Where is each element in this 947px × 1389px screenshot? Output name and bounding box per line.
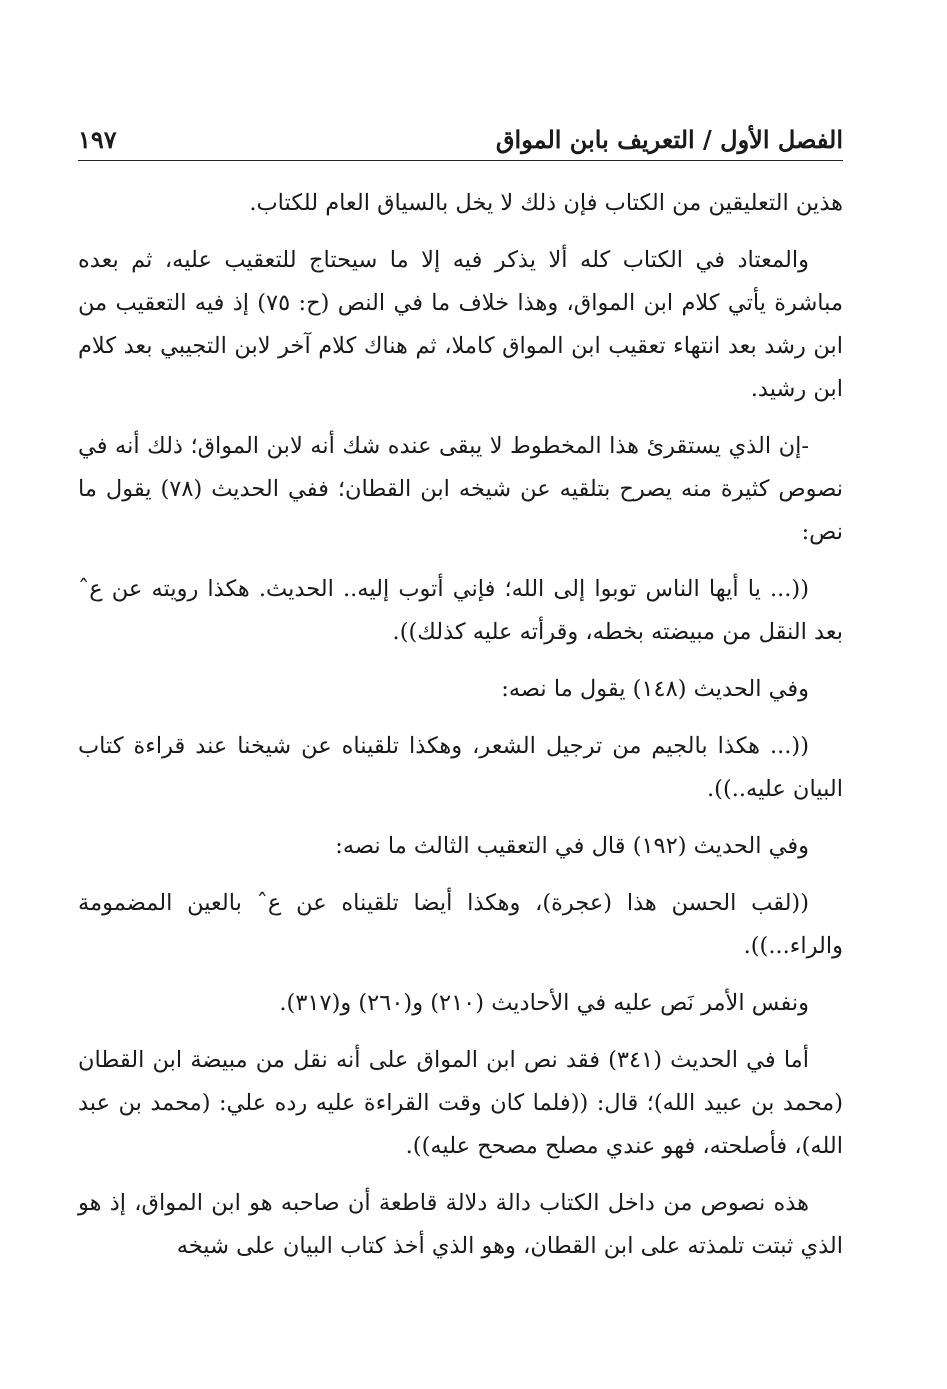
chapter-title: الفصل الأول / التعريف بابن المواق [495, 125, 843, 154]
body-text [78, 182, 843, 1282]
quote-hadith-148: ((... هكذا بالجيم من ترجيل الشعر، وهكذا تلقيناه عن شيخنا عند قراءة كتاب البيان عليه..)). [78, 733, 843, 802]
paragraph-hadith-341: أما في الحديث (٣٤١) فقد نص ابن المواق على أنه نقل من مبيضة ابن القطان (محمد بن عبيد الله)؛ قال: ((فلما كان وقت القراءة عليه رده علي: (محمد بن عبد الله)، فأصلحته، فهو عندي مصلح مصحح عليه)). [78, 1047, 843, 1159]
page-number: ١٩٧ [78, 125, 117, 154]
paragraph-manuscript-evidence: -إن الذي يستقرئ هذا المخطوط لا يبقى عنده شك أنه لابن المواق؛ ذلك أنه في نصوص كثيرة منه يصرح بتلقيه عن شيخه ابن القطان؛ ففي الحديث (٧٨) يقول ما نص: [78, 433, 844, 545]
paragraph-conclusion: هذه نصوص من داخل الكتاب دالة دلالة قاطعة أن صاحبه هو ابن المواق، إذ هو الذي ثبتت تلمذته على ابن القطان، وهو الذي أخذ كتاب البيان على شيخه [78, 1190, 843, 1259]
paragraph-hadith-192: وفي الحديث (١٩٢) قال في التعقيب الثالث ما نصه: [335, 833, 809, 859]
quote-hadith-192: ((لقب الحسن هذا (عجرة)، وهكذا أيضا تلقيناه عن عˆ بالعين المضمومة والراء...)). [78, 890, 843, 959]
paragraph-continuation: هذين التعليقين من الكتاب فإن ذلك لا يخل بالسياق العام للكتاب. [249, 190, 843, 216]
book-page [78, 0, 843, 1389]
running-header [78, 104, 843, 161]
paragraph-other-hadiths: ونفس الأمر نَص عليه في الأحاديث (٢١٠) و(٢٦٠) و(٣١٧). [279, 990, 809, 1016]
quote-hadith-78: ((... يا أيها الناس توبوا إلى الله؛ فإني أتوب إليه.. الحديث. هكذا رويته عن عˆ بعد النقل من مبيضته بخطه، وقرأته عليه كذلك)). [78, 576, 843, 645]
paragraph-usual-practice: والمعتاد في الكتاب كله ألا يذكر فيه إلا ما سيحتاج للتعقيب عليه، ثم بعده مباشرة يأتي كلام ابن المواق، وهذا خلاف ما في النص (ح: ٧٥) إذ فيه التعقيب من ابن رشد بعد انتهاء تعقيب ابن المواق كاملا، ثم هناك كلام آخر لابن التجيبي بعد كلام ابن رشيد. [78, 247, 843, 402]
paragraph-hadith-148: وفي الحديث (١٤٨) يقول ما نصه: [501, 676, 809, 702]
